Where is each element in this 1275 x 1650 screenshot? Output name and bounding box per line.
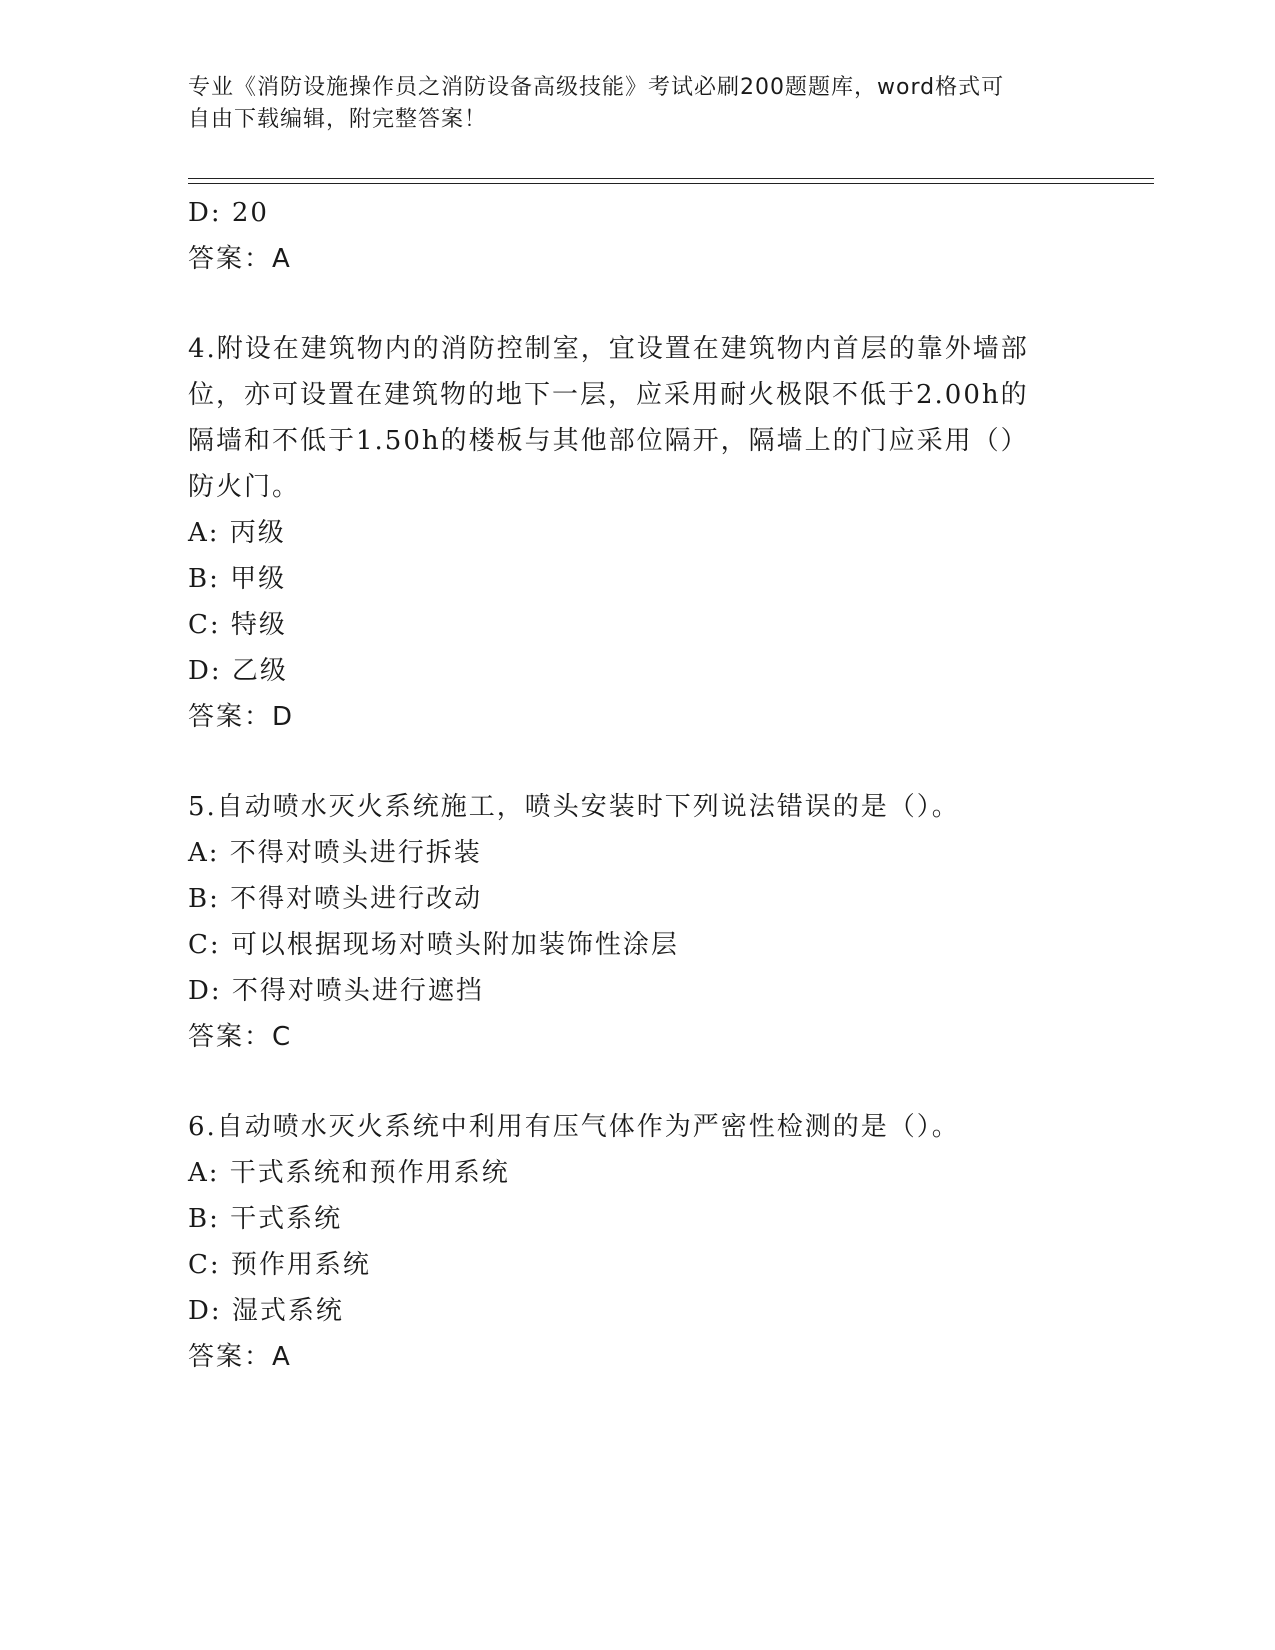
option-d: D: 湿式系统	[188, 1296, 344, 1326]
document-header	[188, 72, 1068, 136]
question-stem	[188, 326, 1068, 510]
option-c: C: 可以根据现场对喷头附加装饰性涂层	[188, 930, 679, 960]
question-stem-line: 6.自动喷水灭火系统中利用有压气体作为严密性检测的是（）。	[188, 1112, 960, 1142]
option-a: A: 干式系统和预作用系统	[188, 1158, 510, 1188]
option-a: A: 不得对喷头进行拆装	[188, 838, 482, 868]
question-block-5	[188, 784, 1068, 1060]
header-line-2: 自由下载编辑，附完整答案！	[188, 107, 488, 132]
answer-line: 答案：A	[188, 244, 292, 274]
question-stem-line: 5.自动喷水灭火系统施工，喷头安装时下列说法错误的是（）。	[188, 792, 960, 822]
question-stem-line: 位，亦可设置在建筑物的地下一层，应采用耐火极限不低于2.00h的	[188, 380, 1029, 410]
question-block-4	[188, 326, 1068, 740]
header-line-1: 专业《消防设施操作员之消防设备高级技能》考试必刷200题题库，word格式可	[188, 75, 1005, 100]
question-content	[188, 190, 1068, 1380]
answer-line: 答案：A	[188, 1342, 292, 1372]
question-stem-line: 防火门。	[188, 472, 301, 502]
option-b: B: 不得对喷头进行改动	[188, 884, 483, 914]
question-stem-line: 4.附设在建筑物内的消防控制室，宜设置在建筑物内首层的靠外墙部	[188, 334, 1029, 364]
option-d: D: 乙级	[188, 656, 288, 686]
question-stem-line: 隔墙和不低于1.50h的楼板与其他部位隔开，隔墙上的门应采用（）	[188, 426, 1029, 456]
option-d: D: 20	[188, 198, 269, 228]
header-divider-top	[188, 178, 1154, 179]
option-c: C: 特级	[188, 610, 287, 640]
option-b: B: 甲级	[188, 564, 287, 594]
option-d: D: 不得对喷头进行遮挡	[188, 976, 484, 1006]
question-block-6	[188, 1104, 1068, 1380]
answer-line: 答案：C	[188, 1022, 293, 1052]
question-stem	[188, 784, 1068, 830]
header-divider-bottom	[188, 183, 1154, 184]
option-c: C: 预作用系统	[188, 1250, 371, 1280]
previous-question-tail	[188, 190, 1068, 282]
option-b: B: 干式系统	[188, 1204, 343, 1234]
answer-line: 答案：D	[188, 702, 295, 732]
option-a: A: 丙级	[188, 518, 286, 548]
question-stem	[188, 1104, 1068, 1150]
